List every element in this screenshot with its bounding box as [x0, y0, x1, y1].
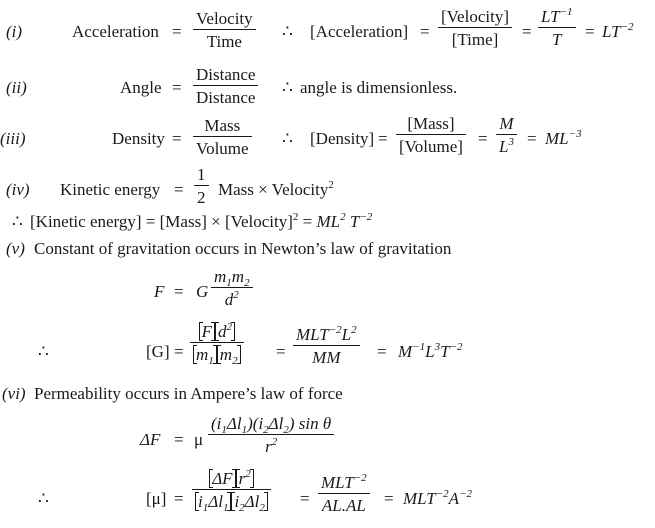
fraction-denominator: Volume: [196, 139, 249, 158]
fraction-denominator: 2: [197, 188, 206, 207]
item-number: (i): [6, 22, 23, 41]
equals-sign: =: [377, 342, 387, 361]
therefore-symbol: ∴: [282, 22, 293, 41]
therefore-symbol: ∴: [282, 129, 293, 148]
fraction-numerator: Distance: [193, 66, 258, 86]
result-fraction: [293, 326, 360, 366]
fraction-denominator: Distance: [196, 88, 256, 107]
result-dimension: $MLT^{-2}A^{-2}$: [403, 488, 472, 508]
item-number: (v): [6, 239, 25, 258]
fraction-denominator: [Time]: [451, 30, 499, 49]
fraction-numerator: F $d^2$: [190, 323, 244, 343]
equals-sign: =: [522, 22, 532, 41]
permeability-symbol: μ: [194, 430, 204, 449]
equals-sign: =: [172, 129, 182, 148]
equals-sign: =: [478, 129, 488, 148]
equals-sign: =: [384, 489, 394, 508]
gravitation-constant: G: [196, 282, 209, 301]
therefore-symbol: ∴: [12, 212, 23, 231]
conclusion-text: angle is dimensionless.: [300, 78, 458, 97]
fraction-denominator: [Volume]: [399, 137, 463, 156]
therefore-symbol: ∴: [38, 342, 49, 361]
equals-sign: =: [174, 180, 184, 199]
quantity-label: Kinetic energy: [60, 180, 161, 199]
ampere-fraction: [208, 415, 334, 455]
bracket-fraction: [438, 8, 512, 48]
fraction-denominator: $d^2$: [224, 289, 239, 309]
statement-text: Permeability occurs in Ampere’s law of force: [34, 384, 343, 403]
item-number: (iii): [0, 129, 26, 148]
fraction-denominator: $r^2$: [265, 436, 278, 456]
dimension-lhs: [Acceleration]: [310, 22, 409, 41]
force-symbol: F: [154, 282, 165, 301]
quantity-label: Density: [112, 129, 165, 148]
fraction-numerator: $LT^{-1}$: [538, 8, 576, 28]
quantity-label: Acceleration: [72, 22, 159, 41]
fraction-numerator: 1: [194, 166, 209, 186]
dimension-lhs: [G]: [146, 342, 170, 361]
fraction-denominator: AL.AL: [321, 496, 366, 515]
item-number: (iv): [6, 180, 30, 199]
therefore-symbol: ∴: [282, 78, 293, 97]
fraction-numerator: $m_1m_2$: [211, 268, 253, 288]
equals-sign: =: [300, 489, 310, 508]
equals-sign: =: [420, 22, 430, 41]
fraction-numerator: [Velocity]: [438, 8, 512, 28]
equals-sign: =: [527, 129, 537, 148]
fraction-numerator: $MLT^{-2}$: [318, 474, 370, 494]
equals-sign: =: [172, 78, 182, 97]
dimension-lhs: [Density]: [310, 129, 375, 148]
definition-fraction: [193, 10, 256, 50]
fraction-denominator: T: [552, 30, 562, 49]
fraction-numerator: [Mass]: [396, 115, 466, 135]
force-symbol: ΔF: [140, 430, 161, 449]
equals-sign: =: [585, 22, 595, 41]
equals-sign: =: [174, 282, 184, 301]
equals-sign: =: [174, 342, 184, 361]
bracket-fraction: [190, 321, 244, 367]
fraction-denominator: $m_1$ $m_2$: [190, 343, 244, 363]
statement-text: Constant of gravitation occurs in Newton’s law of gravitation: [34, 239, 452, 258]
newton-fraction: [211, 268, 253, 308]
result-fraction: [496, 115, 517, 155]
bracket-fraction: [396, 115, 466, 155]
dimension-lhs: [μ]: [146, 489, 167, 508]
result-fraction: [538, 8, 576, 48]
definition-text: Mass × Velocity$^2$: [218, 179, 334, 199]
result-fraction: [318, 474, 370, 514]
equals-sign: =: [378, 129, 388, 148]
bracket-fraction: [192, 468, 271, 514]
equals-sign: =: [276, 342, 286, 361]
result-dimension: $LT^{-2}$: [602, 21, 634, 41]
result-dimension: $M^{-1}L^3T^{-2}$: [398, 341, 463, 361]
equals-sign: =: [172, 22, 182, 41]
equals-sign: =: [174, 430, 184, 449]
fraction-denominator: $L^3$: [499, 136, 514, 156]
fraction-numerator: $(i_1\Delta l_1)(i_2\Delta l_2)$ sin θ: [208, 415, 334, 435]
fraction-denominator: $i_1\Delta l_1$ $i_2\Delta l_2$: [192, 490, 271, 510]
fraction-denominator: Time: [206, 32, 242, 51]
dimension-equation: [Kinetic energy] = [Mass] × [Velocity]$^2$ = $ML^2$ $T^{-2}$: [30, 211, 373, 231]
definition-fraction: [193, 66, 258, 106]
fraction-numerator: M: [496, 115, 517, 135]
half-fraction: [194, 166, 209, 206]
item-number: (vi): [2, 384, 26, 403]
equals-sign: =: [174, 489, 184, 508]
fraction-numerator: $MLT^{-2}L^2$: [293, 326, 360, 346]
fraction-numerator: Mass: [193, 117, 252, 137]
quantity-label: Angle: [120, 78, 162, 97]
therefore-symbol: ∴: [38, 489, 49, 508]
fraction-numerator: ΔF $r^2$: [192, 470, 271, 490]
result-dimension: $ML^{-3}$: [545, 128, 582, 148]
fraction-numerator: Velocity: [193, 10, 256, 30]
definition-fraction: [193, 117, 252, 157]
item-number: (ii): [6, 78, 27, 97]
fraction-denominator: MM: [312, 348, 341, 367]
